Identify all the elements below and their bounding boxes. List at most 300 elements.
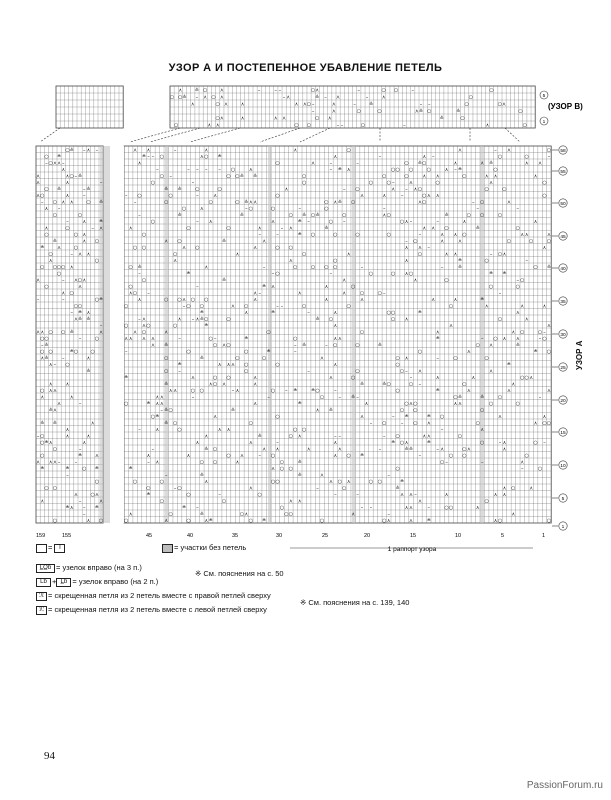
stitch-symbol: – [294,342,297,349]
stitch-symbol: ○ [40,433,45,440]
stitch-symbol: – [218,166,221,173]
stitch-symbol: – [99,179,103,186]
stitch-symbol: ⋏ [520,231,525,238]
twist-right-symbol: ℛ [36,592,47,601]
stitch-symbol: ⋏ [418,244,422,251]
stitch-symbol: ⋏ [207,122,212,129]
stitch-symbol: ○ [346,147,351,154]
stitch-symbol: – [151,446,155,453]
stitch-symbol: ⋏ [133,329,137,336]
stitch-symbol: ○ [213,446,218,453]
stitch-symbol: ⋏ [235,387,240,394]
stitch-symbol: ○ [86,199,91,206]
stitch-symbol: – [538,394,542,401]
page-number: 94 [44,750,55,762]
stitch-symbol: ⋏ [244,511,249,518]
stitch-symbol: ⋏ [507,147,511,154]
stitch-symbol: ⋏ [547,231,551,238]
stitch-symbol: – [436,355,439,362]
stitch-symbol: ○ [217,186,222,193]
stitch-symbol: ○ [244,303,249,310]
stitch-symbol: ≗ [435,335,440,342]
stitch-symbol: ○ [462,231,467,238]
stitch-symbol: ○ [235,355,240,362]
stitch-symbol: ≗ [404,413,409,420]
stitch-symbol: ⋏ [484,173,489,180]
stitch-symbol: ≗ [488,160,494,167]
stitch-symbol: ○ [417,251,423,258]
stitch-symbol: – [245,205,248,212]
stitch-symbol: ○ [359,329,365,336]
stitch-symbol: – [343,186,346,193]
guide-line [150,128,200,142]
stitch-symbol: ○ [524,452,529,459]
guide-line [130,128,180,142]
stitch-symbol: ⋏ [333,309,338,316]
column-label: 20 [364,533,371,539]
stitch-symbol: ⋏ [159,394,164,401]
stitch-symbol: ○ [169,94,175,101]
stitch-symbol: ○ [328,316,334,323]
stitch-symbol: – [78,400,82,407]
stitch-symbol: ⋏ [204,264,209,271]
stitch-symbol: ⋏ [151,342,155,349]
stitch-symbol: ≗ [404,446,409,453]
stitch-symbol: ○ [159,153,164,160]
stitch-symbol: ○ [279,504,285,511]
stitch-symbol: ⋏ [203,94,208,101]
stitch-symbol: ⋏ [262,238,266,245]
stitch-symbol: ○ [40,335,45,342]
stitch-symbol: ⋏ [413,277,418,284]
stitch-symbol: ≗ [266,348,271,355]
stitch-symbol: ○ [159,173,164,180]
stitch-symbol: ○ [484,498,489,505]
stitch-symbol: ○ [186,517,191,524]
stitch-symbol: ○ [124,303,129,310]
stitch-symbol: ○ [94,478,100,485]
legend-gray-label: = участки без петель [174,543,247,552]
row-marker-text: 1 [561,525,565,530]
stitch-symbol: ○ [368,179,374,186]
stitch-symbol: – [138,426,141,433]
stitch-symbol: ○ [44,153,49,160]
stitch-symbol: ○ [395,355,400,362]
stitch-symbol: ≗ [417,160,423,167]
stitch-symbol: ○ [168,407,173,414]
stitch-symbol: ○ [168,511,173,518]
stitch-symbol: ○ [204,153,209,160]
stitch-symbol: ○ [302,173,307,180]
stitch-symbol: – [494,147,497,154]
stitch-symbol: ○ [164,199,169,206]
stitch-symbol: ○ [195,186,200,193]
stitch-symbol: – [147,290,150,297]
stitch-symbol: ○ [515,225,520,232]
knot2b-symbol: L̲b [56,578,71,587]
stitch-symbol: ≗ [69,147,74,154]
stitch-symbol: ○ [417,186,423,193]
stitch-symbol: – [440,426,444,433]
stitch-symbol: ≗ [40,420,45,427]
stitch-symbol: ⋏ [44,225,49,232]
stitch-symbol: ≗ [480,296,485,303]
stitch-symbol: ⋏ [297,498,302,505]
stitch-symbol: ○ [44,186,49,193]
stitch-symbol: ⋏ [65,179,70,186]
stitch-symbol: ⋏ [435,192,440,199]
stitch-symbol: ⋏ [78,251,82,258]
stitch-symbol: ⋏ [53,407,57,414]
stitch-symbol: – [99,322,103,329]
stitch-symbol: ≗ [124,374,129,381]
stitch-symbol: ≗ [324,225,329,232]
stitch-symbol: ○ [464,101,469,108]
stitch-symbol: ≗ [221,238,227,245]
stitch-symbol: – [378,446,382,453]
stitch-symbol: – [62,355,65,362]
stitch-symbol: ○ [302,303,307,310]
stitch-symbol: ≗ [44,439,49,446]
stitch-symbol: ○ [186,303,191,310]
stitch-symbol: ○ [533,264,538,271]
column-label: 30 [276,533,283,539]
stitch-symbol: ○ [208,199,213,206]
stitch-symbol: ○ [128,264,133,271]
stitch-symbol: ○ [484,355,489,362]
stitch-symbol: ○ [40,452,45,459]
stitch-symbol: ⋏ [386,517,391,524]
stitch-symbol: – [78,498,82,505]
stitch-symbol: ⋏ [542,303,547,310]
stitch-symbol: ○ [399,368,405,375]
stitch-symbol: ⋏ [182,244,186,251]
row-marker-text: 5 [561,497,565,502]
stitch-symbol: ○ [488,400,494,407]
stitch-symbol: ⋏ [219,94,224,101]
stitch-symbol: ○ [159,478,164,485]
stitch-symbol: ○ [73,348,79,355]
stitch-symbol: – [418,381,422,388]
stitch-symbol: ⋏ [435,329,440,336]
stitch-symbol: ○ [40,264,45,271]
stitch-symbol: ○ [391,270,396,277]
stitch-symbol: ○ [448,452,454,459]
stitch-symbol: ≗ [77,316,83,323]
stitch-symbol: ⋏ [462,218,467,225]
stitch-symbol: ⋏ [128,335,133,342]
stitch-symbol: ○ [489,87,494,94]
stitch-symbol: – [66,218,69,225]
stitch-symbol: ⋏ [324,296,329,303]
stitch-symbol: – [400,420,404,427]
blank-symbol [36,544,47,553]
stitch-symbol: ○ [132,478,138,485]
stitch-symbol: ≗ [426,413,431,420]
stitch-symbol: – [414,491,417,498]
stitch-symbol: – [213,335,217,342]
stitch-symbol: – [516,277,520,284]
stitch-symbol: ○ [453,355,458,362]
stitch-symbol: ⋏ [440,238,444,245]
stitch-symbol: ⋏ [48,361,53,368]
stitch-symbol: ⋏ [95,452,99,459]
stitch-symbol: ⋏ [413,186,418,193]
pattern-b-label: (УЗОР В) [548,102,583,111]
stitch-symbol: ○ [355,342,360,349]
stitch-symbol: – [383,205,386,212]
stitch-symbol: ⋏ [215,122,220,129]
stitch-symbol: ⋏ [502,101,506,108]
stitch-symbol: ○ [244,348,249,355]
stitch-symbol: – [336,122,340,129]
stitch-symbol: ○ [546,517,552,524]
stitch-symbol: – [547,153,551,160]
stitch-symbol: ≗ [204,322,209,329]
stitch-symbol: – [357,87,360,94]
stitch-symbol: ≗ [177,186,182,193]
stitch-symbol: ○ [248,205,253,212]
stitch-symbol: ⋏ [391,186,396,193]
stitch-symbol: – [356,394,359,401]
stitch-symbol: ⋏ [467,348,471,355]
top-marker-text: 5 [542,94,546,99]
stitch-symbol: ⋏ [422,225,427,232]
site-watermark: PassionForum.ru [526,780,603,791]
stitch-symbol: ⋏ [453,251,458,258]
stitch-symbol: ⋏ [502,251,507,258]
stitch-symbol: ○ [546,147,552,154]
stitch-symbol: ○ [56,264,62,271]
stitch-symbol: ○ [90,491,95,498]
stitch-symbol: ⋏ [422,173,427,180]
stitch-symbol: ○ [333,264,338,271]
stitch-symbol: ○ [270,387,276,394]
stitch-symbol: ⋏ [422,433,427,440]
stitch-symbol: ○ [408,166,414,173]
stitch-symbol: ○ [190,296,196,303]
stitch-symbol: – [383,433,386,440]
stitch-symbol: – [95,147,99,154]
stitch-symbol: ○ [391,166,396,173]
stitch-symbol: ⋏ [40,355,45,362]
stitch-symbol: – [387,472,390,479]
stitch-symbol: – [196,192,199,199]
stitch-symbol: ⋏ [404,504,409,511]
stitch-symbol: ≗ [315,316,320,323]
stitch-symbol: ○ [524,374,529,381]
stitch-symbol: – [178,335,181,342]
stitch-symbol: ⋏ [453,231,458,238]
stitch-symbol: ○ [453,394,458,401]
stitch-symbol: ○ [382,173,387,180]
stitch-symbol: – [83,504,86,511]
stitch-symbol: ⋏ [515,335,520,342]
stitch-symbol: – [325,342,328,349]
stitch-symbol: ○ [497,153,503,160]
stitch-symbol: ○ [356,108,361,115]
stitch-symbol: ○ [226,173,231,180]
stitch-symbol: ⋏ [294,101,299,108]
stitch-symbol: ≗ [382,381,387,388]
stitch-symbol: ○ [328,218,334,225]
stitch-symbol: – [472,199,475,206]
stitch-symbol: ○ [40,439,45,446]
stitch-symbol: ≗ [217,153,222,160]
stitch-symbol: ≗ [408,446,414,453]
legend-knot3-note: ※ См. пояснения на с. 50 [195,569,284,578]
stitch-symbol: ○ [497,394,503,401]
stitch-symbol: – [280,303,284,310]
row-marker-text: 50 [560,202,566,207]
stitch-symbol: ≗ [239,173,245,180]
stitch-symbol: ⋏ [248,485,253,492]
stitch-symbol: ⋏ [489,179,493,186]
stitch-symbol: ○ [52,199,58,206]
row-marker-text: 25 [560,366,566,371]
stitch-symbol: ⋏ [57,400,61,407]
stitch-symbol: ≗ [480,394,485,401]
stitch-symbol: ⋏ [195,316,200,323]
stitch-symbol: ○ [546,238,552,245]
stitch-symbol: ≗ [337,199,342,206]
stitch-symbol: ⋏ [426,433,431,440]
stitch-symbol: ○ [368,478,374,485]
stitch-symbol: ≗ [391,439,396,446]
stitch-symbol: ○ [444,504,449,511]
stitch-symbol: ○ [178,94,183,101]
row-marker-text: 30 [560,333,566,338]
stitch-symbol: – [489,251,493,258]
stitch-symbol: ⋏ [36,192,40,199]
stitch-symbol: – [36,296,40,303]
stitch-symbol: ⋏ [86,251,91,258]
stitch-symbol: ○ [52,264,58,271]
stitch-symbol: ○ [40,192,45,199]
stitch-symbol: ⋏ [142,335,146,342]
stitch-symbol: – [360,264,364,271]
stitch-symbol: ⋏ [404,257,409,264]
stitch-symbol: ○ [381,87,386,94]
stitch-symbol: ○ [391,316,396,323]
stitch-symbol: ○ [52,446,58,453]
stitch-symbol: ○ [515,283,520,290]
stitch-symbol: ⋏ [69,199,74,206]
panel-gap [113,146,124,523]
stitch-symbol: ≗ [204,446,209,453]
stitch-symbol: ⋏ [219,87,224,94]
stitch-symbol: ○ [404,400,409,407]
stitch-symbol: – [138,212,141,219]
stitch-symbol: – [543,329,546,336]
stitch-symbol: ⋏ [82,218,87,225]
stitch-symbol: ≗ [395,485,400,492]
stitch-symbol: ○ [195,244,200,251]
stitch-symbol: ○ [275,244,280,251]
stitch-symbol: – [428,101,431,108]
stitch-symbol: ⋏ [520,459,525,466]
stitch-symbol: ○ [48,348,53,355]
stitch-symbol: ⋏ [382,192,387,199]
stitch-symbol: ⋏ [36,173,40,180]
stitch-symbol: – [78,446,82,453]
legend-twist-right-label: = скрещенная петля из 2 петель вместе с правой петлей сверху [48,591,271,600]
stitch-symbol: ○ [520,277,525,284]
row-marker-text: 10 [560,464,566,469]
stitch-symbol: ⋏ [217,426,222,433]
guide-line [260,128,300,142]
stitch-symbol: ≗ [65,465,70,472]
stitch-symbol: ○ [244,368,249,375]
stitch-symbol: ≗ [208,517,213,524]
stitch-symbol: – [480,335,484,342]
stitch-symbol: ○ [413,420,418,427]
stitch-symbol: ○ [124,517,129,524]
stitch-symbol: ⋏ [415,108,419,115]
stitch-symbol: ≗ [351,394,356,401]
stitch-symbol: ⋏ [82,277,87,284]
stitch-symbol: ≗ [94,465,100,472]
stitch-symbol: – [383,290,386,297]
stitch-symbol: – [427,504,431,511]
stitch-symbol: ⋏ [511,329,516,336]
stitch-symbol: – [218,491,221,498]
stitch-symbol: – [419,101,423,108]
stitch-symbol: ⋏ [458,147,462,154]
stitch-symbol: – [324,94,327,101]
stitch-symbol: ⋏ [65,173,70,180]
stitch-symbol: – [411,87,414,94]
stitch-symbol: ⋏ [404,270,409,277]
stitch-symbol: – [338,394,342,401]
stitch-symbol: ⋏ [453,400,458,407]
stitch-symbol: ○ [235,199,240,206]
stitch-symbol: – [418,231,422,238]
stitch-symbol: ≗ [337,166,342,173]
stitch-symbol: – [307,368,310,375]
stitch-symbol: ≗ [377,342,382,349]
stitch-symbol: ⋏ [333,153,338,160]
column-label: 35 [232,533,239,539]
stitch-symbol: ⋏ [382,212,387,219]
stitch-symbol: – [257,87,261,94]
stitch-symbol: – [191,316,195,323]
stitch-symbol: – [538,335,542,342]
stitch-symbol: ○ [213,374,218,381]
stitch-symbol: – [91,225,94,232]
stitch-symbol: ⋏ [235,459,240,466]
column-label: 25 [322,533,329,539]
stitch-symbol: – [83,192,86,199]
stitch-symbol: – [369,420,373,427]
stitch-symbol: ○ [164,296,169,303]
stitch-symbol: ⋏ [533,218,538,225]
stitch-symbol: ○ [48,329,53,336]
stitch-symbol: ○ [73,303,79,310]
stitch-symbol: – [280,225,284,232]
stitch-symbol: ⋏ [213,413,218,420]
stitch-symbol: ○ [399,218,405,225]
stitch-symbol: ⋏ [533,420,538,427]
stitch-symbol: ○ [172,251,178,258]
stitch-symbol: ○ [408,270,414,277]
stitch-symbol: ≗ [199,309,204,316]
page-title: УЗОР А И ПОСТЕПЕННОЕ УБАВЛЕНИЕ ПЕТЕЛЬ [168,62,443,74]
stitch-symbol: – [543,439,546,446]
stitch-symbol: – [173,147,177,154]
stitch-symbol: – [480,459,484,466]
stitch-symbol: – [340,122,344,129]
